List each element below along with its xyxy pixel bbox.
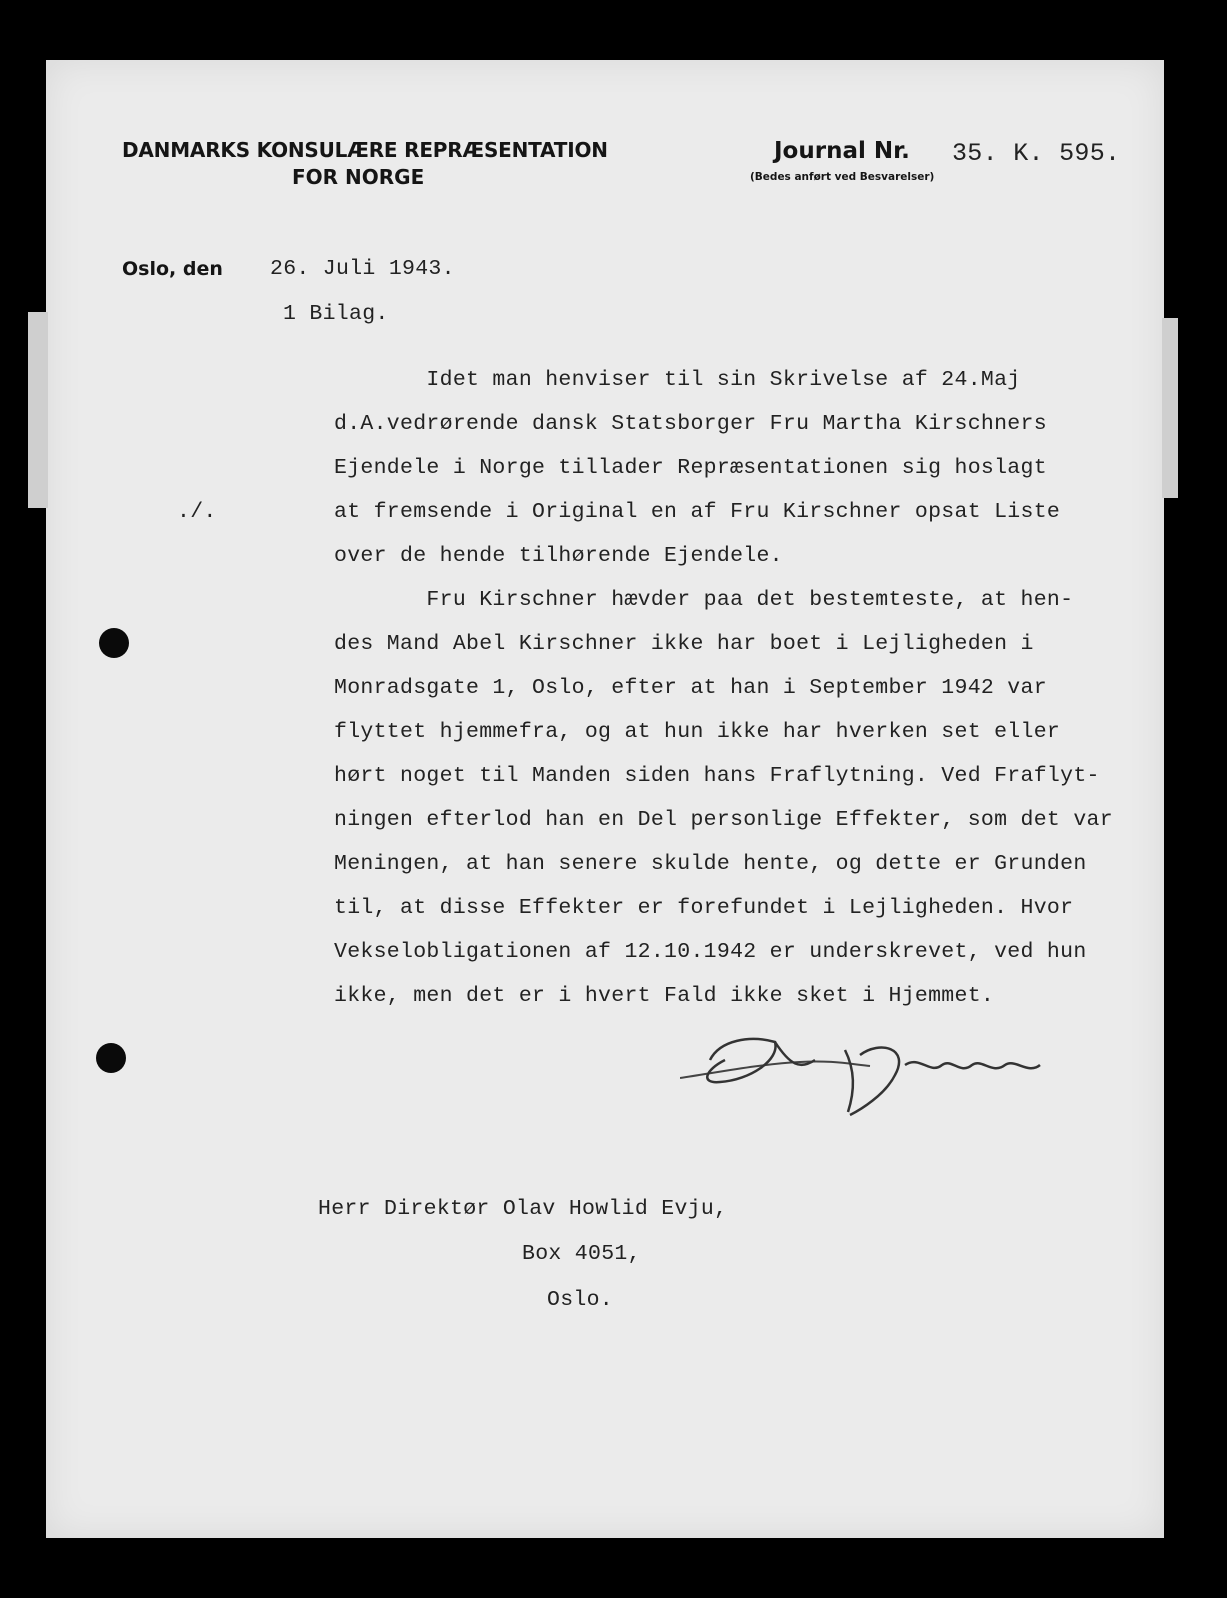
body-line: Vekselobligationen af 12.10.1942 er underskrevet, ved hun [334,940,1087,964]
body-line: Fru Kirschner hævder paa det bestemteste, at hen- [334,588,1074,612]
body-line: ikke, men det er i hvert Fald ikke sket i Hjemmet. [334,984,995,1008]
body-line: at fremsende i Original en af Fru Kirschner opsat Liste [334,500,1061,524]
journal-number: 35. K. 595. [952,139,1121,168]
punch-hole-bottom [96,1043,126,1073]
body-line: til, at disse Effekter er forefundet i Lejligheden. Hvor [334,896,1074,920]
body-line: d.A.vedrørende dansk Statsborger Fru Martha Kirschners [334,412,1047,436]
body-line: flyttet hjemmefra, og at hun ikke har hverken set eller [334,720,1061,744]
punch-hole-top [99,628,129,658]
body-line: Monradsgate 1, Oslo, efter at han i September 1942 var [334,676,1047,700]
body-line: over de hende tilhørende Ejendele. [334,544,783,568]
letterhead-line1: DANMARKS KONSULÆRE REPRÆSENTATION [122,138,608,162]
journal-label: Journal Nr. [774,138,910,164]
recipient-box: Box 4051, [522,1242,641,1266]
letterhead-line2: FOR NORGE [292,165,425,189]
journal-note: (Bedes anført ved Besvarelser) [750,171,935,183]
dateline-place: Oslo, den [122,258,223,280]
enclosures: 1 Bilag. [283,302,389,326]
recipient-name: Herr Direktør Olav Howlid Evju, [318,1197,728,1221]
margin-mark: ./. [177,500,217,524]
right-edge-tab [1162,318,1178,498]
handwritten-signature [680,1020,1080,1130]
body-line: des Mand Abel Kirschner ikke har boet i Lejligheden i [334,632,1034,656]
body-line: Idet man henviser til sin Skrivelse af 24.Maj [334,368,1021,392]
body-line: Meningen, at han senere skulde hente, og dette er Grunden [334,852,1087,876]
body-line: hørt noget til Manden siden hans Fraflytning. Ved Fraflyt- [334,764,1100,788]
body-line: ningen efterlod han en Del personlige Effekter, som det var [334,808,1113,832]
document-page [46,60,1164,1538]
dateline-date: 26. Juli 1943. [270,257,455,281]
body-line: Ejendele i Norge tillader Repræsentationen sig hoslagt [334,456,1047,480]
recipient-city: Oslo. [547,1288,614,1312]
left-edge-tab [28,312,48,508]
